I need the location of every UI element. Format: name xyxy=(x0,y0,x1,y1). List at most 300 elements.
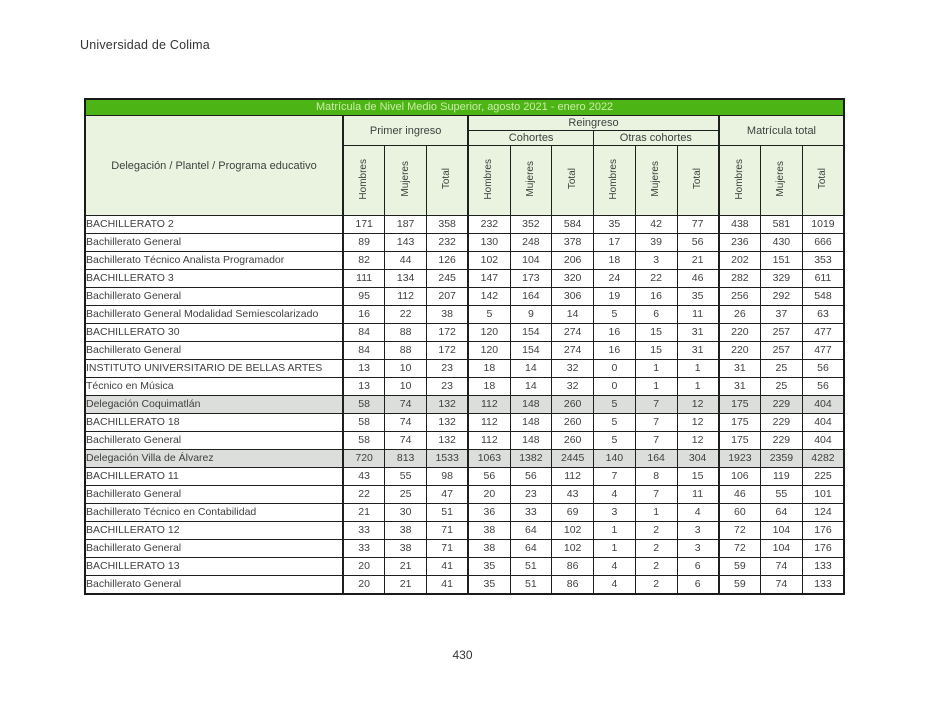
cell-value: 2 xyxy=(635,576,677,595)
cell-value: 202 xyxy=(719,252,761,270)
cell-value: 3 xyxy=(677,522,719,540)
cell-value: 112 xyxy=(468,414,510,432)
cell-value: 33 xyxy=(343,540,385,558)
table-row xyxy=(85,486,844,504)
cell-value: 104 xyxy=(761,522,803,540)
cell-value: 106 xyxy=(719,468,761,486)
cell-value: 95 xyxy=(343,288,385,306)
row-label: Bachillerato General xyxy=(85,576,343,595)
cell-value: 404 xyxy=(802,432,844,450)
cell-value: 7 xyxy=(594,468,636,486)
cell-value: 16 xyxy=(343,306,385,324)
page-number: 430 xyxy=(452,648,473,662)
cell-value: 229 xyxy=(761,414,803,432)
cell-value: 21 xyxy=(343,504,385,522)
cell-value: 21 xyxy=(385,558,427,576)
subheader-hombres: Hombres xyxy=(719,146,761,216)
cell-value: 104 xyxy=(510,252,552,270)
cell-value: 7 xyxy=(635,396,677,414)
cell-value: 1 xyxy=(594,540,636,558)
cell-value: 71 xyxy=(427,522,469,540)
cell-value: 1 xyxy=(635,504,677,522)
cell-value: 43 xyxy=(552,486,594,504)
cell-value: 33 xyxy=(343,522,385,540)
cell-value: 154 xyxy=(510,342,552,360)
cell-value: 147 xyxy=(468,270,510,288)
cell-value: 164 xyxy=(635,450,677,468)
cell-value: 25 xyxy=(761,378,803,396)
table-title: Matrícula de Nivel Medio Superior, agosto 2021 - enero 2022 xyxy=(85,99,844,116)
cell-value: 329 xyxy=(761,270,803,288)
cell-value: 41 xyxy=(427,558,469,576)
cell-value: 51 xyxy=(427,504,469,522)
cell-value: 4 xyxy=(594,486,636,504)
table-row xyxy=(85,324,844,342)
cell-value: 111 xyxy=(343,270,385,288)
cell-value: 51 xyxy=(510,576,552,595)
cell-value: 72 xyxy=(719,540,761,558)
cell-value: 282 xyxy=(719,270,761,288)
cell-value: 22 xyxy=(385,306,427,324)
table-row xyxy=(85,216,844,234)
cell-value: 9 xyxy=(510,306,552,324)
cell-value: 7 xyxy=(635,486,677,504)
cell-value: 46 xyxy=(677,270,719,288)
row-label: BACHILLERATO 18 xyxy=(85,414,343,432)
cell-value: 20 xyxy=(343,576,385,595)
cell-value: 77 xyxy=(677,216,719,234)
cell-value: 12 xyxy=(677,396,719,414)
cell-value: 74 xyxy=(385,414,427,432)
cell-value: 1 xyxy=(677,360,719,378)
row-label: Técnico en Música xyxy=(85,378,343,396)
cell-value: 548 xyxy=(802,288,844,306)
cell-value: 0 xyxy=(594,360,636,378)
cell-value: 59 xyxy=(719,558,761,576)
group-primer-ingreso: Primer ingreso xyxy=(343,116,468,146)
cell-value: 133 xyxy=(802,558,844,576)
cell-value: 21 xyxy=(677,252,719,270)
row-label: Bachillerato General xyxy=(85,432,343,450)
cell-value: 164 xyxy=(510,288,552,306)
cell-value: 104 xyxy=(761,540,803,558)
cell-value: 306 xyxy=(552,288,594,306)
cell-value: 38 xyxy=(427,306,469,324)
cell-value: 4 xyxy=(594,558,636,576)
cell-value: 4 xyxy=(594,576,636,595)
cell-value: 236 xyxy=(719,234,761,252)
cell-value: 38 xyxy=(385,540,427,558)
row-label: Bachillerato Técnico Analista Programador xyxy=(85,252,343,270)
row-label: BACHILLERATO 30 xyxy=(85,324,343,342)
cell-value: 22 xyxy=(635,270,677,288)
cell-value: 35 xyxy=(677,288,719,306)
cell-value: 16 xyxy=(635,288,677,306)
cell-value: 82 xyxy=(343,252,385,270)
cell-value: 101 xyxy=(802,486,844,504)
cell-value: 4 xyxy=(677,504,719,522)
cell-value: 88 xyxy=(385,342,427,360)
cell-value: 19 xyxy=(594,288,636,306)
cell-value: 148 xyxy=(510,414,552,432)
cell-value: 15 xyxy=(677,468,719,486)
table-row xyxy=(85,252,844,270)
cell-value: 42 xyxy=(635,216,677,234)
cell-value: 13 xyxy=(343,360,385,378)
subheader-total: Total xyxy=(552,146,594,216)
row-label: Bachillerato General xyxy=(85,234,343,252)
cell-value: 173 xyxy=(510,270,552,288)
cell-value: 0 xyxy=(594,378,636,396)
cell-value: 257 xyxy=(761,342,803,360)
cell-value: 2 xyxy=(635,540,677,558)
subheader-hombres: Hombres xyxy=(343,146,385,216)
cell-value: 12 xyxy=(677,414,719,432)
table-row xyxy=(85,522,844,540)
cell-value: 148 xyxy=(510,396,552,414)
cell-value: 12 xyxy=(677,432,719,450)
cell-value: 187 xyxy=(385,216,427,234)
cell-value: 18 xyxy=(468,378,510,396)
cell-value: 35 xyxy=(468,576,510,595)
cell-value: 1 xyxy=(677,378,719,396)
table-body xyxy=(85,216,844,595)
cell-value: 47 xyxy=(427,486,469,504)
cell-value: 31 xyxy=(719,360,761,378)
cell-value: 64 xyxy=(510,522,552,540)
cell-value: 64 xyxy=(510,540,552,558)
cell-value: 581 xyxy=(761,216,803,234)
cell-value: 74 xyxy=(761,558,803,576)
cell-value: 1 xyxy=(594,522,636,540)
cell-value: 172 xyxy=(427,324,469,342)
cell-value: 112 xyxy=(468,432,510,450)
cell-value: 33 xyxy=(510,504,552,522)
cell-value: 176 xyxy=(802,522,844,540)
cell-value: 175 xyxy=(719,396,761,414)
cell-value: 154 xyxy=(510,324,552,342)
cell-value: 39 xyxy=(635,234,677,252)
cell-value: 41 xyxy=(427,576,469,595)
cell-value: 232 xyxy=(427,234,469,252)
cell-value: 13 xyxy=(343,378,385,396)
cell-value: 17 xyxy=(594,234,636,252)
subheader-mujeres: Mujeres xyxy=(761,146,803,216)
cell-value: 51 xyxy=(510,558,552,576)
cell-value: 64 xyxy=(761,504,803,522)
table-row xyxy=(85,234,844,252)
cell-value: 74 xyxy=(385,432,427,450)
cell-value: 15 xyxy=(635,324,677,342)
cell-value: 171 xyxy=(343,216,385,234)
cell-value: 15 xyxy=(635,342,677,360)
cell-value: 35 xyxy=(594,216,636,234)
cell-value: 172 xyxy=(427,342,469,360)
cell-value: 320 xyxy=(552,270,594,288)
group-header-row-1 xyxy=(85,116,844,131)
cell-value: 102 xyxy=(552,540,594,558)
cell-value: 56 xyxy=(802,378,844,396)
cell-value: 89 xyxy=(343,234,385,252)
cell-value: 132 xyxy=(427,432,469,450)
cell-value: 18 xyxy=(594,252,636,270)
table-row xyxy=(85,270,844,288)
cell-value: 55 xyxy=(385,468,427,486)
cell-value: 176 xyxy=(802,540,844,558)
cell-value: 84 xyxy=(343,342,385,360)
cell-value: 23 xyxy=(510,486,552,504)
cell-value: 1063 xyxy=(468,450,510,468)
cell-value: 18 xyxy=(468,360,510,378)
cell-value: 207 xyxy=(427,288,469,306)
cell-value: 112 xyxy=(385,288,427,306)
table-row xyxy=(85,378,844,396)
cell-value: 35 xyxy=(468,558,510,576)
cell-value: 31 xyxy=(677,324,719,342)
row-label: BACHILLERATO 2 xyxy=(85,216,343,234)
cell-value: 46 xyxy=(719,486,761,504)
cell-value: 130 xyxy=(468,234,510,252)
cell-value: 69 xyxy=(552,504,594,522)
cell-value: 4282 xyxy=(802,450,844,468)
cell-value: 304 xyxy=(677,450,719,468)
cell-value: 112 xyxy=(468,396,510,414)
cell-value: 140 xyxy=(594,450,636,468)
label-column-header: Delegación / Plantel / Programa educativo xyxy=(85,116,343,216)
subheader-mujeres: Mujeres xyxy=(635,146,677,216)
cell-value: 16 xyxy=(594,324,636,342)
cell-value: 7 xyxy=(635,432,677,450)
cell-value: 14 xyxy=(552,306,594,324)
row-label: Bachillerato Técnico en Contabilidad xyxy=(85,504,343,522)
cell-value: 220 xyxy=(719,324,761,342)
subheader-hombres: Hombres xyxy=(594,146,636,216)
cell-value: 2 xyxy=(635,522,677,540)
row-label: Bachillerato General Modalidad Semiescolarizado xyxy=(85,306,343,324)
cell-value: 7 xyxy=(635,414,677,432)
cell-value: 36 xyxy=(468,504,510,522)
cell-value: 38 xyxy=(468,522,510,540)
subheader-total: Total xyxy=(802,146,844,216)
cell-value: 20 xyxy=(343,558,385,576)
cell-value: 584 xyxy=(552,216,594,234)
cell-value: 352 xyxy=(510,216,552,234)
table-row xyxy=(85,360,844,378)
letterhead: Universidad de Colima xyxy=(80,38,210,52)
group-cohortes: Cohortes xyxy=(468,131,593,146)
cell-value: 63 xyxy=(802,306,844,324)
cell-value: 142 xyxy=(468,288,510,306)
cell-value: 2359 xyxy=(761,450,803,468)
cell-value: 59 xyxy=(719,576,761,595)
cell-value: 353 xyxy=(802,252,844,270)
cell-value: 1 xyxy=(635,360,677,378)
cell-value: 23 xyxy=(427,378,469,396)
cell-value: 6 xyxy=(677,558,719,576)
table-title-row xyxy=(85,99,844,116)
cell-value: 430 xyxy=(761,234,803,252)
subheader-hombres: Hombres xyxy=(468,146,510,216)
cell-value: 22 xyxy=(343,486,385,504)
cell-value: 151 xyxy=(761,252,803,270)
cell-value: 6 xyxy=(635,306,677,324)
cell-value: 10 xyxy=(385,360,427,378)
cell-value: 1382 xyxy=(510,450,552,468)
cell-value: 257 xyxy=(761,324,803,342)
cell-value: 256 xyxy=(719,288,761,306)
cell-value: 274 xyxy=(552,324,594,342)
cell-value: 1 xyxy=(635,378,677,396)
cell-value: 55 xyxy=(761,486,803,504)
row-label: Bachillerato General xyxy=(85,540,343,558)
cell-value: 126 xyxy=(427,252,469,270)
cell-value: 175 xyxy=(719,432,761,450)
matricula-table xyxy=(84,98,845,595)
cell-value: 102 xyxy=(552,522,594,540)
cell-value: 74 xyxy=(385,396,427,414)
cell-value: 8 xyxy=(635,468,677,486)
cell-value: 248 xyxy=(510,234,552,252)
cell-value: 74 xyxy=(761,576,803,595)
cell-value: 11 xyxy=(677,486,719,504)
cell-value: 378 xyxy=(552,234,594,252)
cell-value: 232 xyxy=(468,216,510,234)
cell-value: 220 xyxy=(719,342,761,360)
cell-value: 438 xyxy=(719,216,761,234)
cell-value: 1923 xyxy=(719,450,761,468)
cell-value: 43 xyxy=(343,468,385,486)
cell-value: 229 xyxy=(761,432,803,450)
cell-value: 10 xyxy=(385,378,427,396)
cell-value: 84 xyxy=(343,324,385,342)
cell-value: 14 xyxy=(510,360,552,378)
cell-value: 16 xyxy=(594,342,636,360)
cell-value: 813 xyxy=(385,450,427,468)
cell-value: 23 xyxy=(427,360,469,378)
cell-value: 6 xyxy=(677,576,719,595)
table-row xyxy=(85,306,844,324)
cell-value: 1019 xyxy=(802,216,844,234)
table-row xyxy=(85,414,844,432)
cell-value: 225 xyxy=(802,468,844,486)
table-row xyxy=(85,432,844,450)
cell-value: 37 xyxy=(761,306,803,324)
cell-value: 404 xyxy=(802,414,844,432)
cell-value: 1533 xyxy=(427,450,469,468)
cell-value: 58 xyxy=(343,396,385,414)
cell-value: 124 xyxy=(802,504,844,522)
cell-value: 58 xyxy=(343,414,385,432)
cell-value: 3 xyxy=(594,504,636,522)
subheader-total: Total xyxy=(427,146,469,216)
cell-value: 5 xyxy=(594,432,636,450)
group-otras-cohortes: Otras cohortes xyxy=(594,131,719,146)
cell-value: 56 xyxy=(510,468,552,486)
row-label: Bachillerato General xyxy=(85,486,343,504)
table-row xyxy=(85,468,844,486)
cell-value: 720 xyxy=(343,450,385,468)
cell-value: 120 xyxy=(468,342,510,360)
cell-value: 71 xyxy=(427,540,469,558)
cell-value: 86 xyxy=(552,576,594,595)
cell-value: 5 xyxy=(594,396,636,414)
cell-value: 132 xyxy=(427,414,469,432)
cell-value: 3 xyxy=(635,252,677,270)
cell-value: 31 xyxy=(719,378,761,396)
cell-value: 26 xyxy=(719,306,761,324)
cell-value: 72 xyxy=(719,522,761,540)
table-row xyxy=(85,396,844,414)
row-label: Bachillerato General xyxy=(85,342,343,360)
subheader-mujeres: Mujeres xyxy=(385,146,427,216)
table-row xyxy=(85,558,844,576)
cell-value: 611 xyxy=(802,270,844,288)
row-label: BACHILLERATO 12 xyxy=(85,522,343,540)
cell-value: 358 xyxy=(427,216,469,234)
cell-value: 143 xyxy=(385,234,427,252)
cell-value: 260 xyxy=(552,414,594,432)
cell-value: 133 xyxy=(802,576,844,595)
table-row xyxy=(85,342,844,360)
cell-value: 245 xyxy=(427,270,469,288)
cell-value: 25 xyxy=(761,360,803,378)
cell-value: 477 xyxy=(802,324,844,342)
cell-value: 14 xyxy=(510,378,552,396)
cell-value: 86 xyxy=(552,558,594,576)
row-label: Delegación Coquimatlán xyxy=(85,396,343,414)
cell-value: 206 xyxy=(552,252,594,270)
table-row xyxy=(85,450,844,468)
cell-value: 38 xyxy=(385,522,427,540)
cell-value: 88 xyxy=(385,324,427,342)
cell-value: 5 xyxy=(594,414,636,432)
group-matricula-total: Matrícula total xyxy=(719,116,844,146)
cell-value: 32 xyxy=(552,378,594,396)
cell-value: 292 xyxy=(761,288,803,306)
cell-value: 175 xyxy=(719,414,761,432)
subheader-total: Total xyxy=(677,146,719,216)
cell-value: 102 xyxy=(468,252,510,270)
row-label: Delegación Villa de Álvarez xyxy=(85,450,343,468)
cell-value: 5 xyxy=(594,306,636,324)
cell-value: 274 xyxy=(552,342,594,360)
cell-value: 44 xyxy=(385,252,427,270)
cell-value: 666 xyxy=(802,234,844,252)
cell-value: 477 xyxy=(802,342,844,360)
row-label: BACHILLERATO 13 xyxy=(85,558,343,576)
cell-value: 5 xyxy=(468,306,510,324)
cell-value: 56 xyxy=(802,360,844,378)
cell-value: 404 xyxy=(802,396,844,414)
cell-value: 58 xyxy=(343,432,385,450)
cell-value: 260 xyxy=(552,396,594,414)
cell-value: 112 xyxy=(552,468,594,486)
table-row xyxy=(85,288,844,306)
cell-value: 134 xyxy=(385,270,427,288)
cell-value: 38 xyxy=(468,540,510,558)
cell-value: 120 xyxy=(468,324,510,342)
table-row xyxy=(85,540,844,558)
cell-value: 32 xyxy=(552,360,594,378)
row-label: BACHILLERATO 11 xyxy=(85,468,343,486)
cell-value: 60 xyxy=(719,504,761,522)
cell-value: 3 xyxy=(677,540,719,558)
cell-value: 56 xyxy=(677,234,719,252)
cell-value: 11 xyxy=(677,306,719,324)
cell-value: 21 xyxy=(385,576,427,595)
cell-value: 24 xyxy=(594,270,636,288)
table-row xyxy=(85,504,844,522)
